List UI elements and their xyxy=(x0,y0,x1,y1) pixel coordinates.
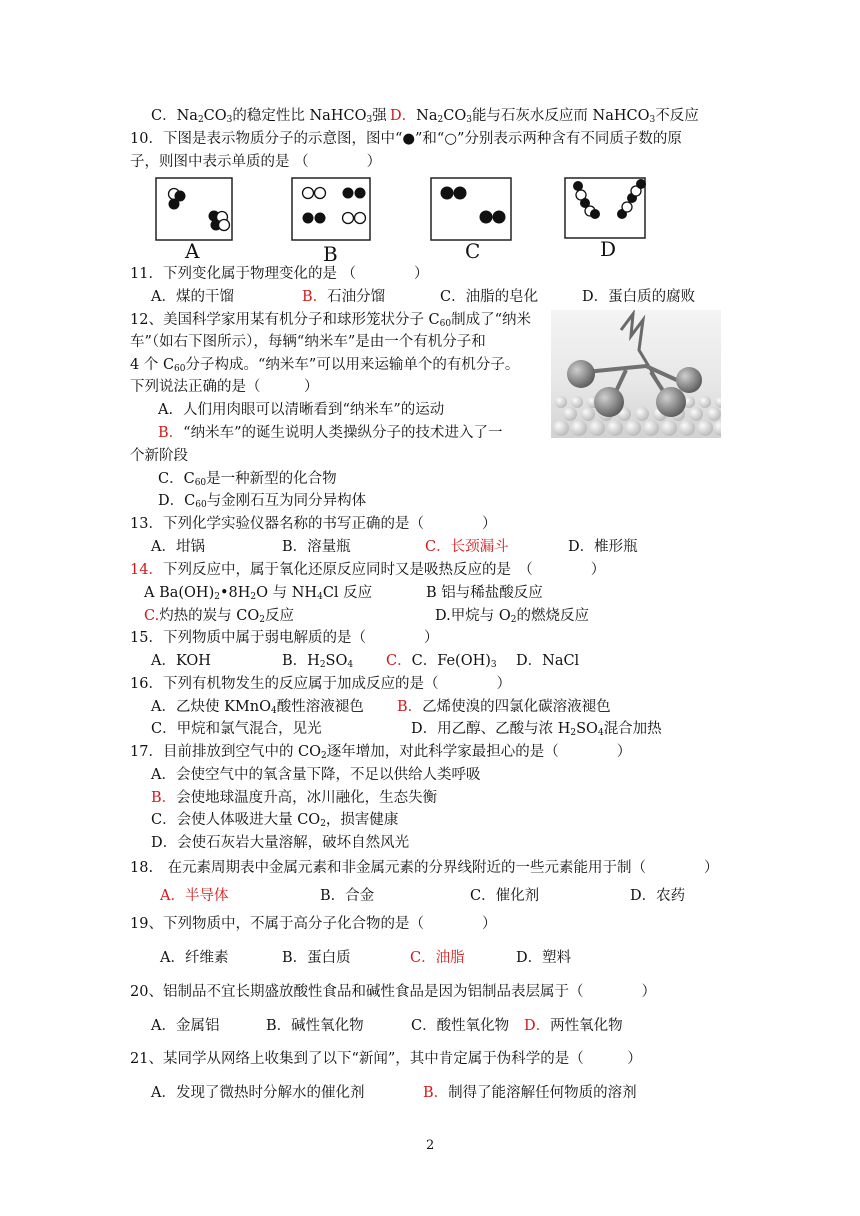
q16-option-d: D．用乙醇、乙酸与浓 $H_2SO_4$混合加热 xyxy=(411,721,662,738)
q12-option-a: A．人们用肉眼可以清晰看到“纳米车”的运动 xyxy=(158,402,445,418)
q11-option-b: B．石油分馏 xyxy=(302,289,386,305)
q16-stem: 16．下列有机物发生的反应属于加成反应的是（ ） xyxy=(130,676,511,692)
diagram-d xyxy=(565,178,646,238)
q15-option-d: D．NaCl xyxy=(516,653,580,669)
q16-option-c: C．甲烷和氯气混合，见光 xyxy=(151,721,322,737)
q9-option-c: C．$Na_2CO_3$的稳定性比 NaHCO$_3$强 xyxy=(151,108,387,125)
q19-option-d: D．塑料 xyxy=(516,950,572,966)
diagram-b xyxy=(292,178,370,240)
q10-stem: 10．下图是表示物质分子的示意图，图中“●”和“○”分别表示两种含有不同质子数的原 xyxy=(130,131,682,147)
q15-stem: 15．下列物质中属于弱电解质的是（ ） xyxy=(130,630,439,646)
q19-option-c: C．油脂 xyxy=(410,950,465,966)
q18-stem: 18. 在元素周期表中金属元素和非金属元素的分界线附近的一些元素能用于制（ ） xyxy=(130,860,719,876)
q14-stem: 14．下列反应中，属于氧化还原反应同时又是吸热反应的是 （ ） xyxy=(130,562,606,578)
q19-option-b: B．蛋白质 xyxy=(282,950,351,966)
diagram-a xyxy=(156,178,232,240)
q12-stem-line3: 4 个 $C_{60}$分子构成。“纳米车”可以用来运输单个的有机分子。 xyxy=(130,357,520,374)
q20-stem: 20、铝制品不宜长期盛放酸性食品和碱性食品是因为铝制品表层属于（ ） xyxy=(130,984,656,1000)
q19-stem: 19、下列物质中，不属于高分子化合物的是（ ） xyxy=(130,916,497,932)
q13-option-d: D．椎形瓶 xyxy=(568,539,638,555)
q12-option-b-cont: 个新阶段 xyxy=(130,448,188,464)
q17-option-d: D．会使石灰岩大量溶解，破坏自然风光 xyxy=(151,835,410,851)
q17-option-a: A．会使空气中的氧含量下降，不足以供给人类呼吸 xyxy=(151,767,481,783)
q20-option-b: B．碱性氧化物 xyxy=(266,1018,364,1034)
q14-option-a: A $Ba(OH)_2•8H_2O$ 与 $NH_4Cl$ 反应 xyxy=(144,585,373,602)
q14-option-c: C.灼热的炭与 $CO_2$反应 xyxy=(144,608,295,625)
q17-option-b: B．会使地球温度升高，冰川融化，生态失衡 xyxy=(151,790,438,806)
q11-option-a: A．煤的干馏 xyxy=(151,289,234,305)
q15-option-c: C．C．$Fe(OH)_3$ xyxy=(386,653,497,670)
q17-stem: 17．目前排放到空气中的 $CO_2$逐年增加，对此科学家最担心的是（ ） xyxy=(130,744,632,761)
q21-option-a: A．发现了微热时分解水的催化剂 xyxy=(151,1085,365,1101)
q13-option-c: C．长颈漏斗 xyxy=(425,539,509,555)
q18-option-c: C．催化剂 xyxy=(470,888,540,904)
diagram-d-caption: D xyxy=(600,237,617,261)
q20-option-d: D．两性氧化物 xyxy=(524,1018,623,1034)
q12-stem-line1: 12、美国科学家用某有机分子和球形笼状分子 $C_{60}$制成了“纳米 xyxy=(130,312,532,329)
q11-option-c: C．油脂的皂化 xyxy=(440,289,539,305)
q15-option-b: B．$H_2SO_4$ xyxy=(282,653,354,670)
q9-option-d: D．$Na_2CO_3$能与石灰水反应而 NaHCO$_3$不反应 xyxy=(390,108,699,125)
q20-option-c: C．酸性氧化物 xyxy=(411,1018,510,1034)
q12-option-c: C．$C_{60}$是一种新型的化合物 xyxy=(158,471,337,488)
q13-stem: 13．下列化学实验仪器名称的书写正确的是（ ） xyxy=(130,516,497,532)
q18-option-b: B．合金 xyxy=(320,888,375,904)
q20-option-a: A．金属铝 xyxy=(151,1018,220,1034)
q19-option-a: A．纤维素 xyxy=(160,950,229,966)
q16-option-b: B．乙烯使溴的四氯化碳溶液褪色 xyxy=(397,699,611,715)
q11-stem: 11．下列变化属于物理变化的是 （ ） xyxy=(130,266,429,282)
q18-option-a: A．半导体 xyxy=(160,888,229,904)
q17-option-c: C．会使人体吸进大量 $CO_2$，损害健康 xyxy=(151,812,399,829)
diagram-c xyxy=(431,178,511,240)
q10-stem-cont: 子，则图中表示单质的是 （ ） xyxy=(130,154,382,170)
q15-option-a: A．KOH xyxy=(151,653,211,669)
q14-option-d: D.甲烷与 $O_2$的燃烧反应 xyxy=(435,608,589,625)
q14-option-b: B 铝与稀盐酸反应 xyxy=(426,585,543,601)
q11-option-d: D．蛋白质的腐败 xyxy=(582,289,696,305)
q12-option-b: B．“纳米车”的诞生说明人类操纵分子的技术进入了一 xyxy=(158,425,503,441)
page-number: 2 xyxy=(426,1138,435,1153)
molecule-diagrams xyxy=(150,176,730,266)
diagram-a-caption: A xyxy=(185,239,200,263)
q12-option-d: D．$C_{60}$与金刚石互为同分异构体 xyxy=(158,493,367,510)
q16-option-a: A．乙炔使 KMnO$_4$酸性溶液褪色 xyxy=(151,699,364,716)
q18-option-d: D．农药 xyxy=(630,888,686,904)
q21-option-b: B．制得了能溶解任何物质的溶剂 xyxy=(423,1085,637,1101)
diagram-c-caption: C xyxy=(465,239,481,263)
q12-stem-line2: 车”（如右下图所示），每辆“纳米车”是由一个有机分子和 xyxy=(130,334,486,350)
diagram-b-caption: B xyxy=(323,242,338,266)
q21-stem: 21、某同学从网络上收集到了以下“新闻”，其中肯定属于伪科学的是（ ） xyxy=(130,1051,642,1067)
nanocar-image xyxy=(551,310,721,438)
q12-stem-line4: 下列说法正确的是（ ） xyxy=(130,379,319,395)
q13-option-b: B．溶量瓶 xyxy=(282,539,351,555)
q13-option-a: A．坩锅 xyxy=(151,539,205,555)
